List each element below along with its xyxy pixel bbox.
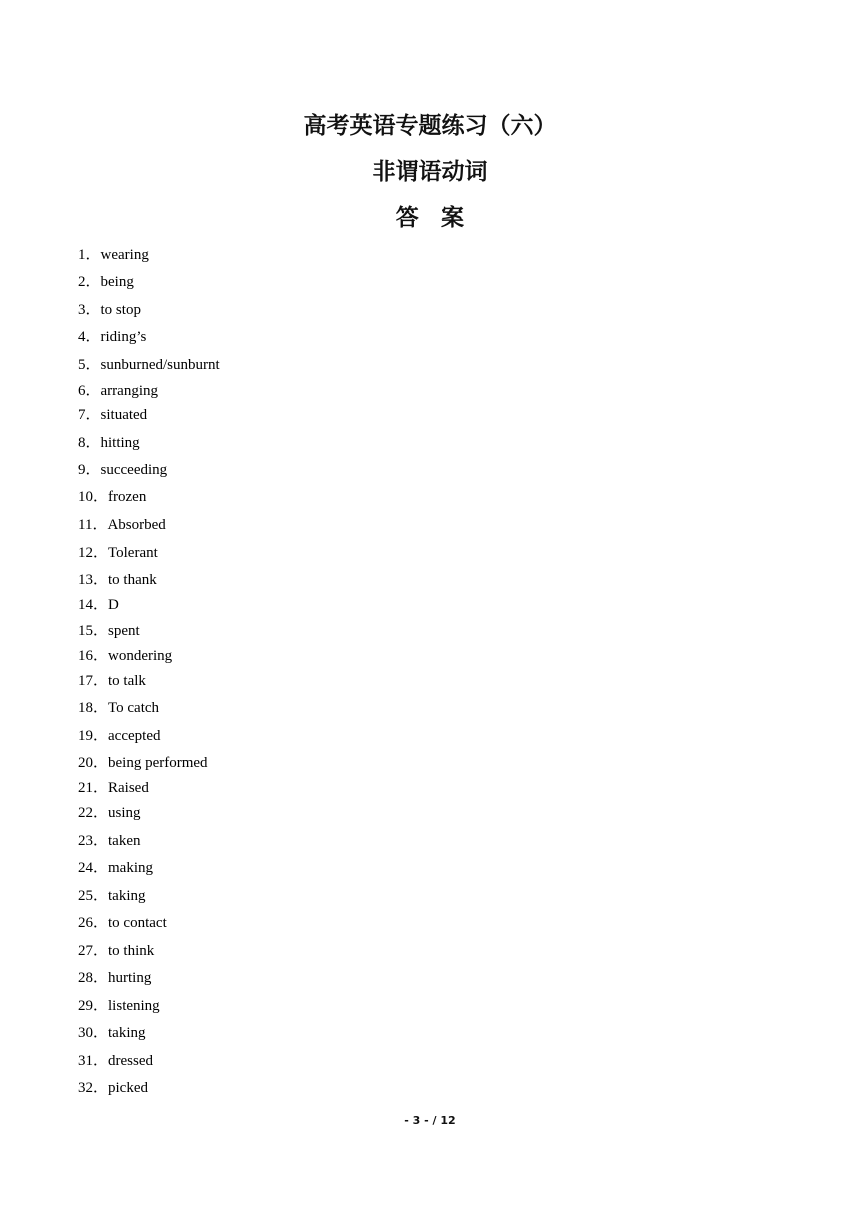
answer-number: 19．	[78, 728, 109, 744]
answer-number: 24．	[78, 860, 109, 876]
answer-item	[78, 356, 220, 374]
answer-number: 12．	[78, 545, 109, 561]
answer-text: hurting	[108, 970, 152, 986]
answer-number: 1．	[78, 247, 101, 263]
answer-text: listening	[108, 998, 160, 1014]
answer-item	[78, 571, 157, 589]
answer-item	[78, 832, 141, 850]
answer-number: 25．	[78, 888, 109, 904]
answer-item	[78, 672, 146, 690]
answer-number: 31．	[78, 1053, 109, 1069]
answer-text: to talk	[108, 673, 146, 689]
answer-text: using	[108, 805, 141, 821]
answer-text: accepted	[108, 728, 161, 744]
answer-number: 15．	[78, 623, 109, 639]
answer-text: being	[100, 274, 134, 290]
answer-number: 21．	[78, 780, 109, 796]
answer-number: 7．	[78, 407, 101, 423]
answer-item	[78, 727, 160, 745]
answer-number: 4．	[78, 329, 101, 345]
answer-number: 6．	[78, 383, 101, 399]
answer-text: picked	[108, 1080, 148, 1096]
answer-item	[78, 273, 134, 291]
answer-number: 3．	[78, 302, 101, 318]
answer-number: 5．	[78, 357, 101, 373]
answer-heading-char-2: 案	[441, 205, 465, 231]
answer-text: spent	[108, 623, 140, 639]
answer-item	[78, 461, 167, 479]
answer-item	[78, 754, 208, 772]
answer-text: sunburned/sunburnt	[100, 357, 220, 373]
page-number: - 3 - / 12	[404, 1114, 456, 1127]
answer-item	[78, 647, 172, 665]
answer-number: 13．	[78, 572, 109, 588]
answer-text: frozen	[108, 489, 147, 505]
answer-text: to thank	[108, 572, 157, 588]
answer-item	[78, 434, 140, 452]
answer-item	[78, 779, 149, 797]
answer-number: 10．	[78, 489, 109, 505]
answer-item	[78, 969, 151, 987]
answer-item	[78, 622, 140, 640]
answer-item	[78, 914, 167, 932]
answer-number: 16．	[78, 648, 109, 664]
answer-number: 32．	[78, 1080, 109, 1096]
answer-number: 17．	[78, 673, 109, 689]
answer-text: wondering	[108, 648, 173, 664]
answer-item	[78, 887, 146, 905]
answer-text: making	[108, 860, 154, 876]
answer-number: 18．	[78, 700, 109, 716]
answer-heading-char-1: 答	[395, 205, 419, 231]
answer-item	[78, 544, 158, 562]
answer-number: 20．	[78, 755, 109, 771]
answer-number: 11．	[78, 517, 108, 533]
answer-item	[78, 1024, 146, 1042]
answer-item	[78, 699, 159, 717]
answer-text: riding’s	[100, 329, 147, 345]
answer-heading	[0, 207, 860, 230]
answer-item	[78, 1079, 148, 1097]
answer-text: D	[108, 597, 119, 613]
answer-number: 22．	[78, 805, 109, 821]
answer-text: Tolerant	[108, 545, 158, 561]
answer-item	[78, 382, 158, 400]
answer-text: To catch	[108, 700, 160, 716]
answer-text: Raised	[108, 780, 149, 796]
answer-text: to contact	[108, 915, 167, 931]
answer-number: 29．	[78, 998, 109, 1014]
answer-item	[78, 1052, 153, 1070]
answer-number: 23．	[78, 833, 109, 849]
answer-text: arranging	[100, 383, 158, 399]
answer-number: 26．	[78, 915, 109, 931]
answer-number: 8．	[78, 435, 101, 451]
answer-text: taking	[108, 1025, 146, 1041]
answer-item	[78, 516, 166, 534]
answer-text: taken	[108, 833, 141, 849]
answer-number: 28．	[78, 970, 109, 986]
answer-number: 2．	[78, 274, 101, 290]
answer-text: situated	[100, 407, 148, 423]
answer-text: hitting	[100, 435, 140, 451]
answer-text: succeeding	[100, 462, 168, 478]
answer-item	[78, 488, 146, 506]
answer-text: wearing	[100, 247, 149, 263]
answer-text: to stop	[100, 302, 141, 318]
answer-item	[78, 804, 141, 822]
answer-item	[78, 997, 160, 1015]
answer-item	[78, 328, 146, 346]
answer-text: dressed	[108, 1053, 154, 1069]
answer-item	[78, 301, 141, 319]
answer-item	[78, 406, 147, 424]
answer-item	[78, 596, 119, 614]
answer-text: Absorbed	[107, 517, 166, 533]
document-subtitle: 非谓语动词	[372, 159, 488, 185]
answer-number: 14．	[78, 597, 109, 613]
answer-item	[78, 942, 154, 960]
answer-number: 9．	[78, 462, 101, 478]
answer-text: taking	[108, 888, 146, 904]
answer-text: being performed	[108, 755, 208, 771]
answer-text: to think	[108, 943, 155, 959]
answer-number: 27．	[78, 943, 109, 959]
answer-item	[78, 246, 149, 264]
answer-number: 30．	[78, 1025, 109, 1041]
answer-item	[78, 859, 153, 877]
document-title: 高考英语专题练习（六）	[303, 113, 557, 139]
